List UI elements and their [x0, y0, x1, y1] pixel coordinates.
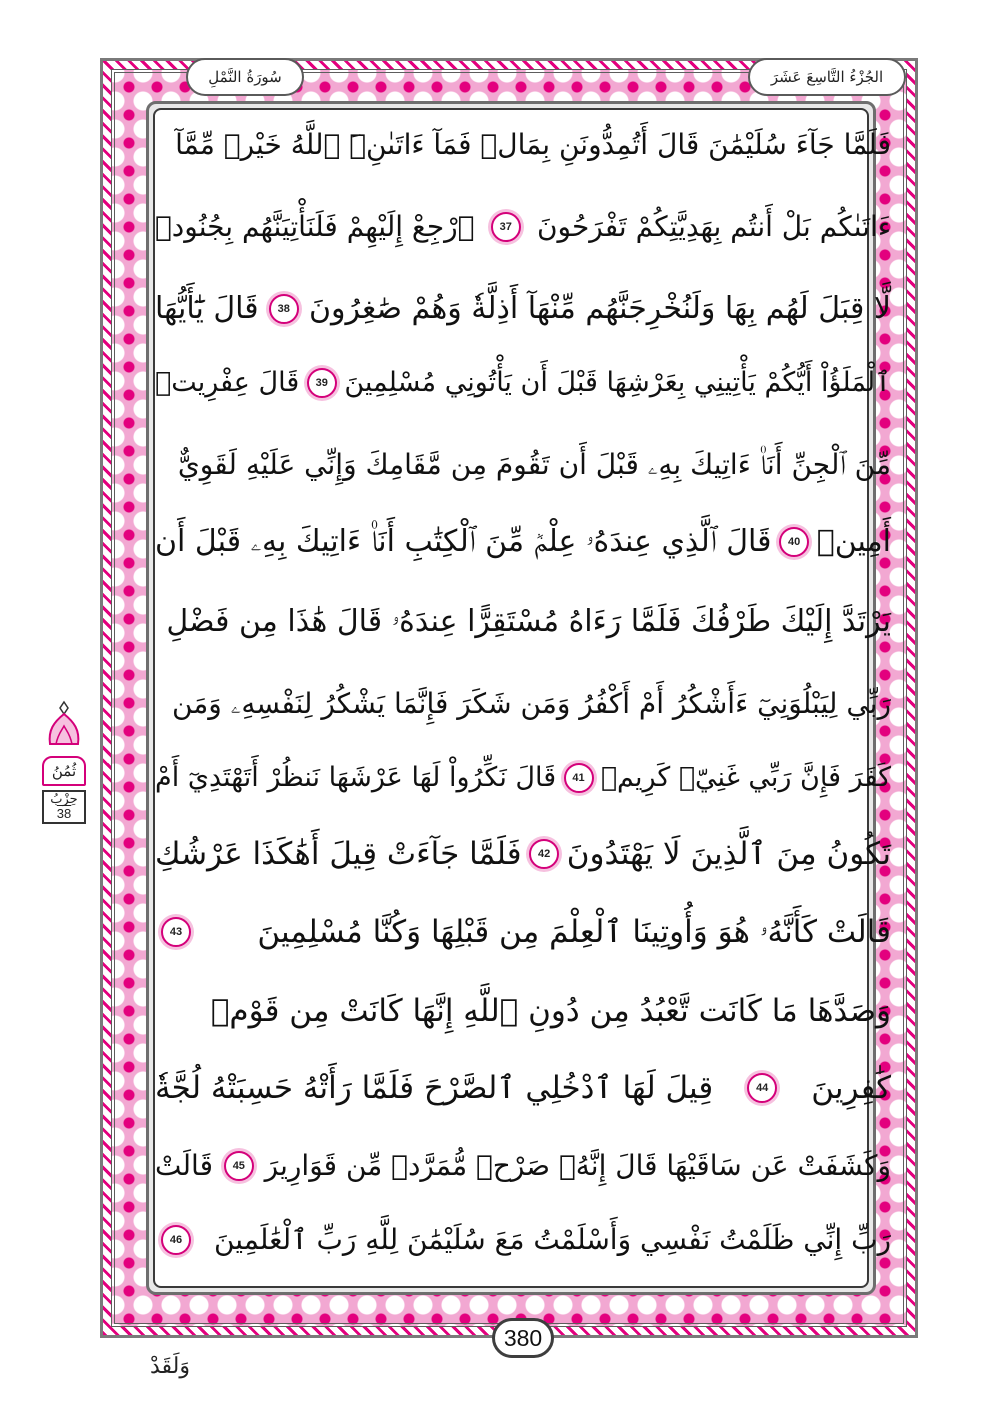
juz-header: الجُزْءُ التَّاسِعَ عَشَرَ	[748, 58, 906, 96]
line-text: قِيلَ لَهَا ٱدْخُلِي ٱلصَّرْحَ فَلَمَّا رَأَتْهُ حَسِبَتْهُ لُجَّةٗ	[155, 1070, 714, 1106]
line-text: ءَاتَىٰكُم بَلْ أَنتُم بِهَدِيَّتِكُمْ تَفْرَحُونَ	[536, 210, 891, 243]
verse-line-6	[155, 514, 891, 570]
surah-header: سُورَةُ النَّمْلِ	[186, 58, 304, 96]
catchword: وَلَقَدْ	[150, 1354, 191, 1379]
line-text: ٱرْجِعْ إِلَيْهِمْ فَلَنَأْتِيَنَّهُم بِجُنُودٖ	[155, 210, 475, 243]
verse-line-7	[155, 594, 891, 650]
verse-line-10	[155, 826, 891, 882]
verse-line-1	[155, 117, 891, 173]
ayah-number-marker: 38	[269, 294, 299, 324]
line-text: لَّا قِبَلَ لَهُم بِهَا وَلَنُخْرِجَنَّهُم مِّنْهَآ أَذِلَّةٗ وَهُمْ صَٰغِرُونَ	[308, 291, 891, 326]
verse-line-3	[155, 281, 891, 337]
verse-line-9	[155, 750, 891, 806]
line-text: أَمِينٞ	[816, 524, 891, 559]
line-text: قَالَتْ	[155, 1149, 213, 1182]
line-text: تَكُونُ مِنَ ٱلَّذِينَ لَا يَهْتَدُونَ	[566, 836, 891, 872]
hizb-number: 38	[56, 806, 72, 821]
line-text: مِّنَ ٱلْجِنِّ أَنَا۠ ءَاتِيكَ بِهِۦ قَبْلَ أَن تَقُومَ مِن مَّقَامِكَ وَإِنِّي عَلَيْهِ لَقَوِيٌّ	[177, 448, 891, 481]
line-text: رَبِّي لِيَبْلُوَنِيٓ ءَأَشْكُرُ أَمْ أَكْفُرُ وَمَن شَكَرَ فَإِنَّمَا يَشْكُرُ لِنَفْسِهِۦ وَمَن	[171, 687, 891, 720]
line-text: فَلَمَّا جَآءَ سُلَيْمَٰنَ قَالَ أَتُمِدُّونَنِ بِمَالٖ فَمَآ ءَاتَىٰنِۦَ ٱللَّهُ خَيْرٞ مِّمَّآ	[175, 128, 891, 161]
verse-line-8	[155, 676, 891, 732]
line-text: فَلَمَّا جَآءَتْ قِيلَ أَهَٰكَذَا عَرْشُكِ	[155, 836, 522, 872]
verse-line-4	[155, 355, 891, 411]
line-text: وَكَشَفَتْ عَن سَاقَيْهَا قَالَ إِنَّهُۥ صَرْحٞ مُّمَرَّدٞ مِّن قَوَارِيرَ	[264, 1149, 891, 1182]
ayah-number-marker: 44	[747, 1073, 777, 1103]
verse-line-15	[155, 1212, 891, 1268]
verse-line-2	[155, 199, 891, 255]
line-text: ٱلْمَلَؤُاْ أَيُّكُمْ يَأْتِينِي بِعَرْشِهَا قَبْلَ أَن يَأْتُونِي مُسْلِمِينَ	[344, 367, 891, 398]
verse-line-11	[155, 904, 891, 960]
ayah-number-marker: 42	[529, 839, 559, 869]
verse-line-5	[155, 437, 891, 493]
verse-line-14	[155, 1138, 891, 1194]
ayah-number-marker: 40	[779, 527, 809, 557]
ayah-number-marker: 39	[307, 368, 337, 398]
hizb-box	[42, 790, 86, 824]
line-text: قَالَ نَكِّرُواْ لَهَا عَرْشَهَا نَنظُرْ أَتَهْتَدِيٓ أَمْ	[155, 762, 557, 793]
verse-line-12	[155, 983, 891, 1039]
line-text: قَالَتْ كَأَنَّهُۥ هُوَ وَأُوتِينَا ٱلْعِلْمَ مِن قَبْلِهَا وَكُنَّا مُسْلِمِينَ	[257, 914, 891, 950]
verse-line-13	[155, 1060, 891, 1116]
hizb-word: حِزْبُ	[50, 792, 78, 807]
page-number: 380	[492, 1318, 554, 1358]
ayah-number-marker: 37	[491, 212, 521, 242]
line-text: قَالَ ٱلَّذِي عِندَهُۥ عِلْمٞ مِّنَ ٱلْكِتَٰبِ أَنَا۠ ءَاتِيكَ بِهِۦ قَبْلَ أَن	[155, 524, 772, 559]
ayah-number-marker: 46	[161, 1225, 191, 1255]
line-text: رَبِّ إِنِّي ظَلَمْتُ نَفْسِي وَأَسْلَمْتُ مَعَ سُلَيْمَٰنَ لِلَّهِ رَبِّ ٱلْعَٰلَمِينَ	[213, 1223, 891, 1256]
line-text: يَرْتَدَّ إِلَيْكَ طَرْفُكَ فَلَمَّا رَءَاهُ مُسْتَقِرًّا عِندَهُۥ قَالَ هَٰذَا مِن فَضْلِ	[166, 604, 891, 639]
line-text: قَالَ يَٰٓأَيُّهَا	[155, 291, 259, 326]
hizb-fraction-label: ثُمُنُ	[42, 756, 86, 786]
line-text: كَٰفِرِينَ	[811, 1070, 891, 1106]
line-text: كَفَرَ فَإِنَّ رَبِّي غَنِيّٞ كَرِيمٞ	[600, 762, 891, 793]
line-text: قَالَ عِفْرِيتٞ	[155, 367, 300, 398]
ayah-number-marker: 41	[564, 763, 594, 793]
line-text: وَصَدَّهَا مَا كَانَت تَّعْبُدُ مِن دُونِ ٱللَّهِ إِنَّهَا كَانَتْ مِن قَوْمٖ	[210, 993, 891, 1029]
hizb-ornament-icon	[44, 700, 84, 756]
hizb-margin-marker	[38, 700, 90, 824]
ayah-number-marker: 45	[224, 1151, 254, 1181]
ayah-number-marker: 43	[161, 917, 191, 947]
